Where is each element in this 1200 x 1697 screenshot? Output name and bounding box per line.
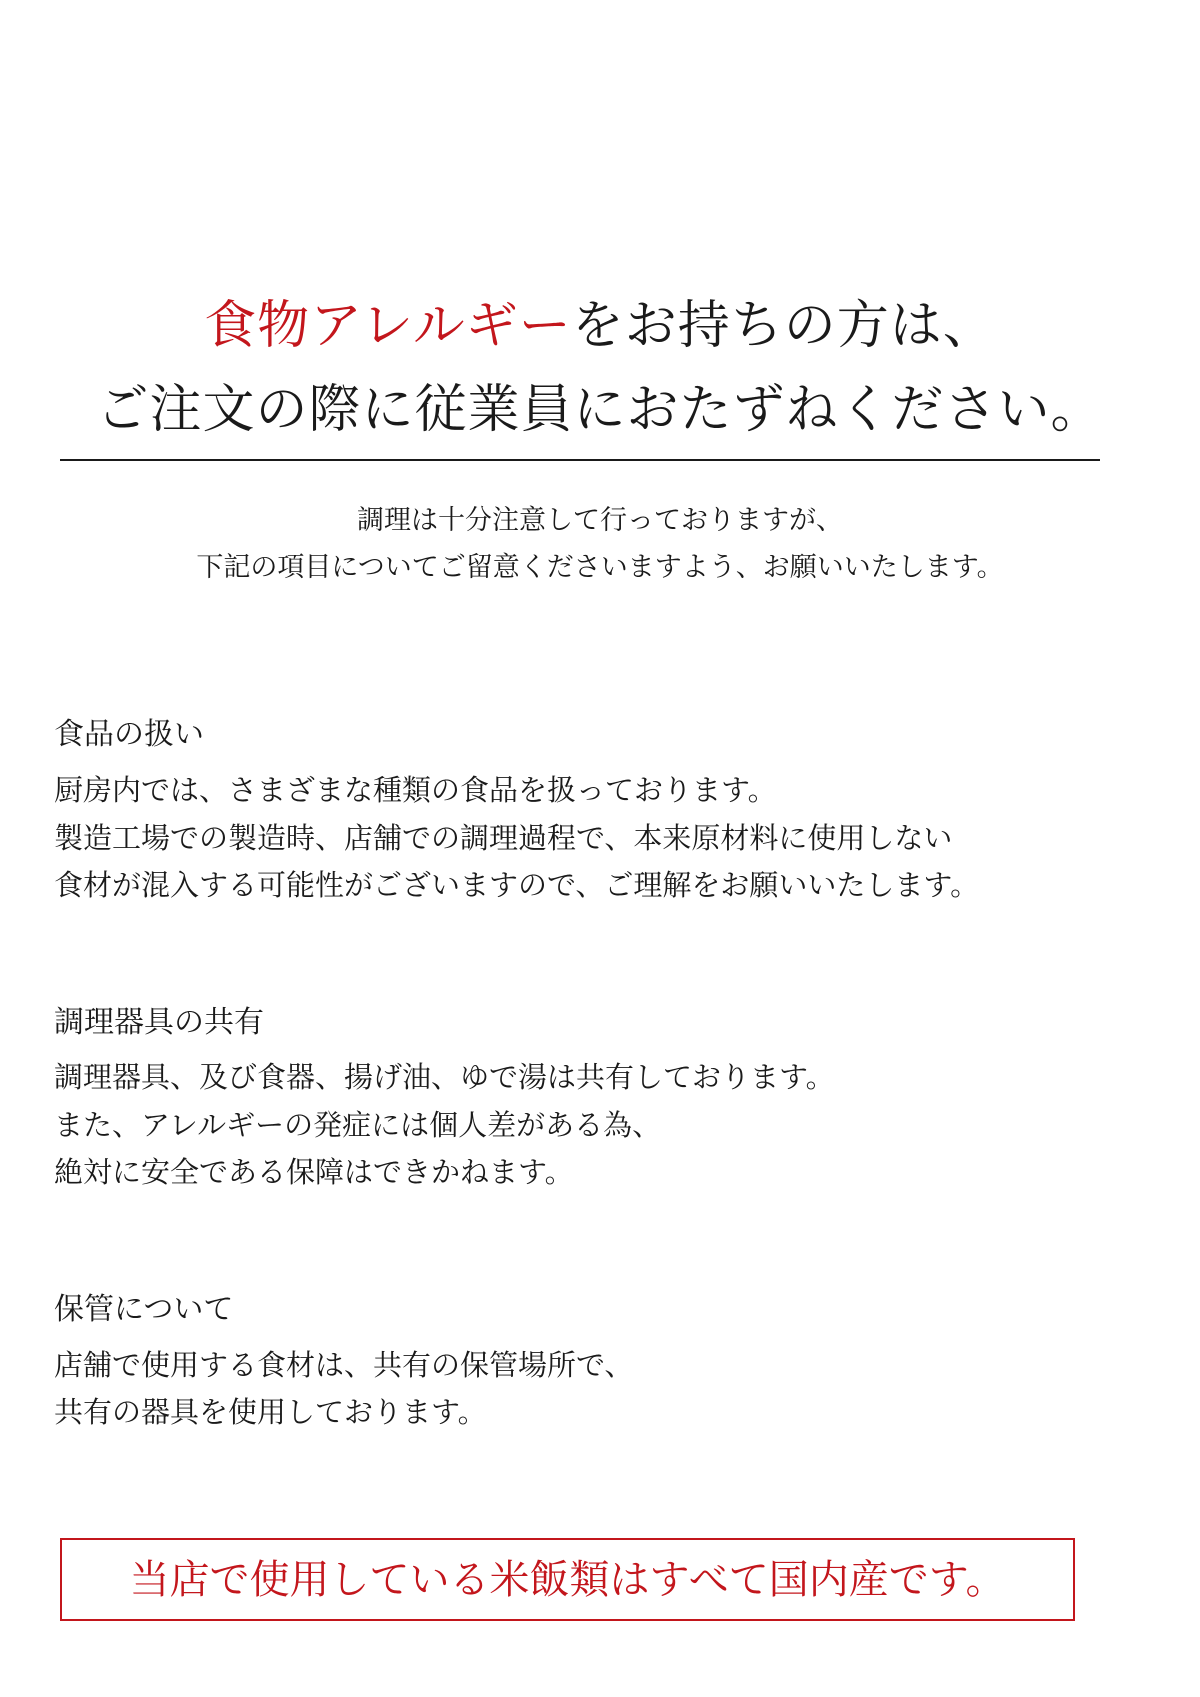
section-2-line-1: 調理器具、及び食器、揚げ油、ゆで湯は共有しております。 [54,1060,835,1094]
section-3-line-2: 共有の器具を使用しております。 [54,1395,487,1429]
headline-line-1-rest: をお持ちの方は、 [571,296,996,356]
section-2-line-3: 絶対に安全である保障はできかねます。 [54,1155,574,1189]
rice-origin-notice-box [60,1538,1075,1621]
section-1-line-1: 厨房内では、さまざまな種類の食品を扱っております。 [54,773,777,807]
section-1-line-2: 製造工場での製造時、店舗での調理過程で、本来原材料に使用しない [54,821,953,855]
headline-accent: 食物アレルギー [204,296,572,356]
rice-origin-notice-text: 当店で使用している米飯類はすべて国内産です。 [129,1557,1006,1603]
divider [60,459,1100,461]
section-title-food-handling: 食品の扱い [54,717,204,752]
section-title-storage: 保管について [54,1292,234,1327]
section-3-line-1: 店舗で使用する食材は、共有の保管場所で、 [54,1348,634,1382]
section-2-line-2: また、アレルギーの発症には個人差がある為、 [54,1108,662,1142]
section-1-line-3: 食材が混入する可能性がございますので、ご理解をお願いいたします。 [54,868,980,902]
headline-line-2: ご注文の際に従業員におたずねください。 [96,380,1104,440]
section-title-shared-utensils: 調理器具の共有 [54,1005,264,1040]
intro-line-2: 下記の項目についてご留意くださいますよう、お願いいたします。 [196,552,1004,583]
headline-line-1 [0,296,1200,356]
intro-line-1: 調理は十分注意して行っておりますが、 [357,505,843,536]
